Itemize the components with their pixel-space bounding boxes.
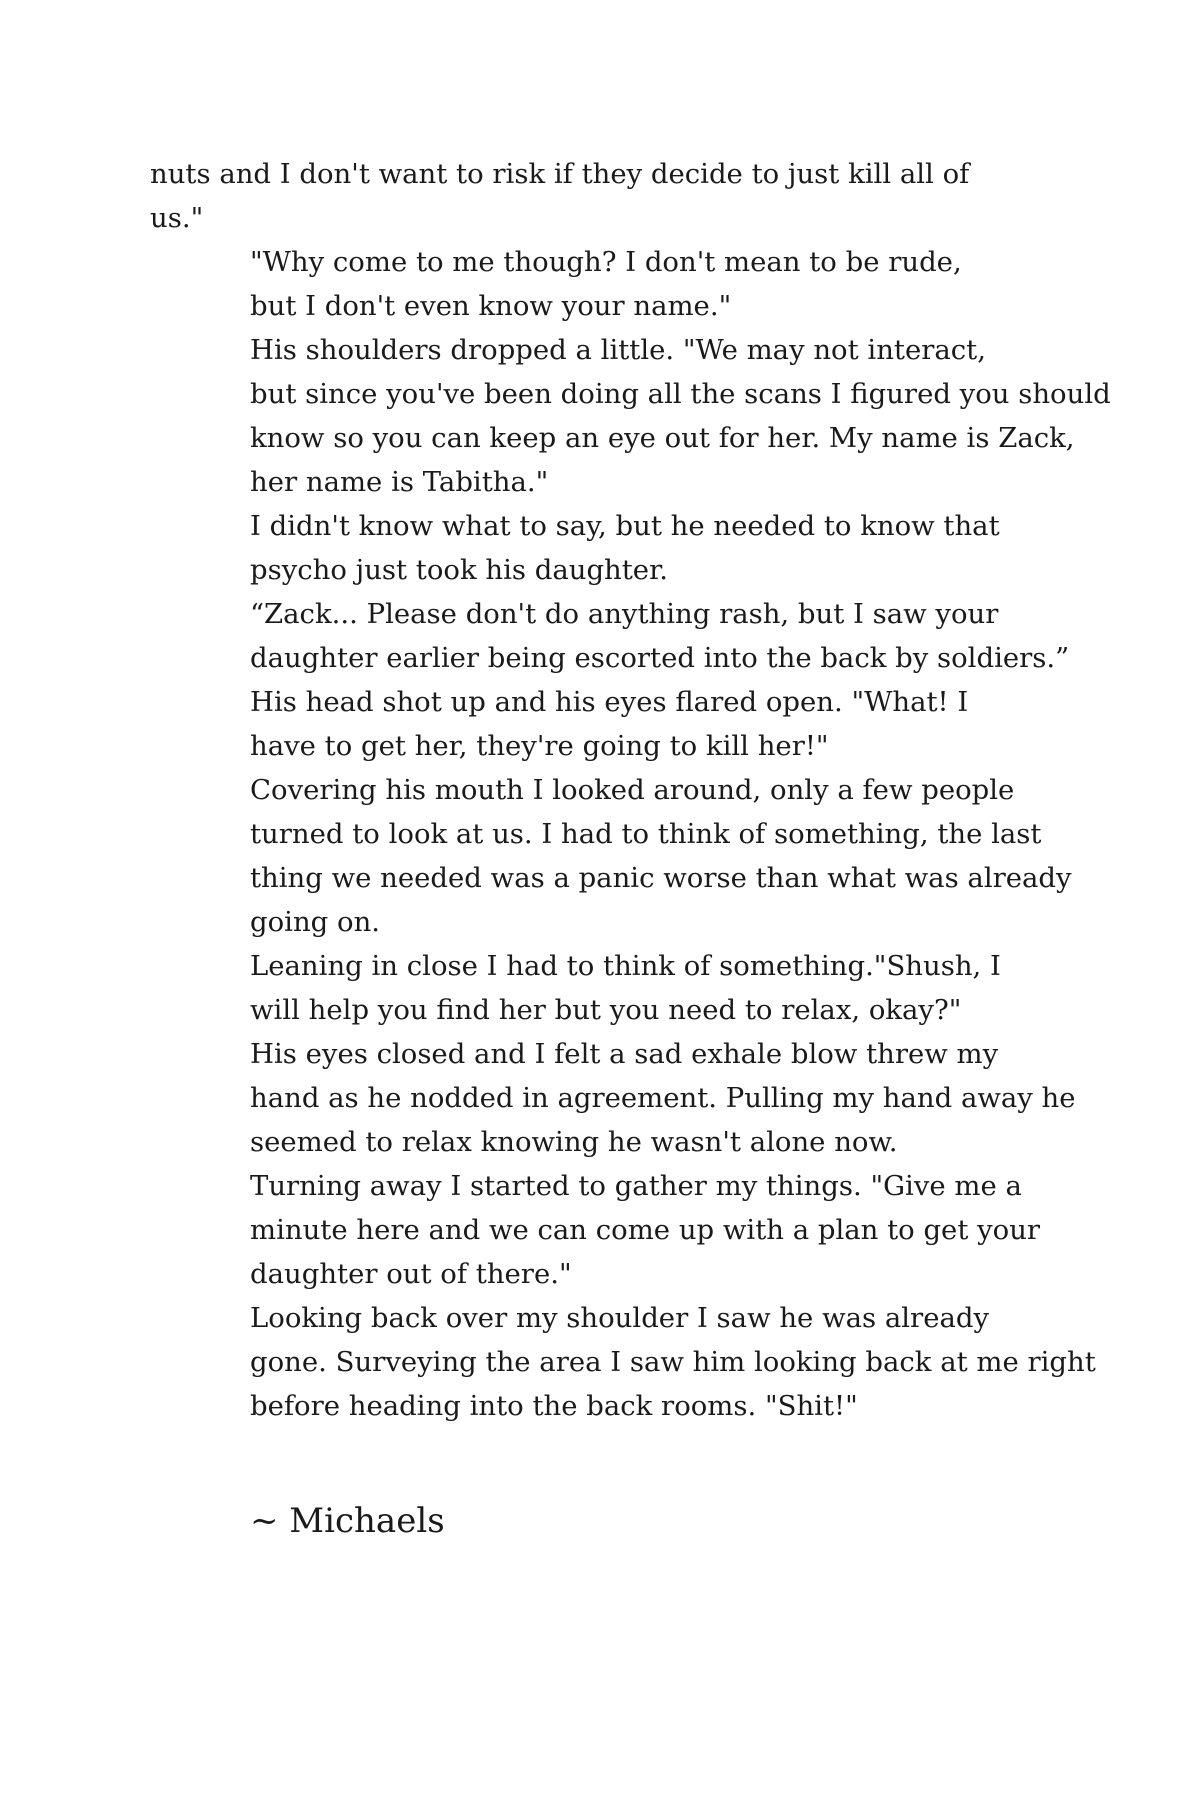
text-line: know so you can keep an eye out for her. My name is Zack, — [250, 422, 1075, 454]
text-line: His shoulders dropped a little. "We may not interact, — [250, 334, 986, 366]
paragraph — [150, 240, 1050, 328]
text-line: going on. — [250, 906, 381, 938]
text-line: her name is Tabitha." — [250, 466, 549, 498]
paragraph — [150, 592, 1070, 680]
text-line: "Why come to me though? I don't mean to be rude, — [250, 246, 962, 278]
paragraph — [150, 944, 1050, 1032]
text-line: turned to look at us. I had to think of something, the last — [250, 818, 1042, 850]
paragraph — [150, 1296, 1096, 1428]
text-line: have to get her, they're going to kill her!" — [250, 730, 829, 762]
text-line: seemed to relax knowing he wasn't alone now. — [250, 1126, 898, 1158]
text-line: minute here and we can come up with a plan to get your — [250, 1214, 1041, 1246]
text-line: us." — [150, 202, 204, 234]
text-line: gone. Surveying the area I saw him looking back at me right — [250, 1346, 1096, 1378]
paragraph — [150, 1032, 1076, 1164]
text-line: will help you find her but you need to relax, okay?" — [250, 994, 962, 1026]
text-line: before heading into the back rooms. "Shit!" — [250, 1390, 858, 1422]
paragraph — [150, 680, 1050, 768]
paragraph — [150, 504, 1050, 592]
text-line: nuts and I don't want to risk if they decide to just kill all of — [150, 158, 970, 190]
paragraph — [150, 152, 1050, 240]
text-line: hand as he nodded in agreement. Pulling my hand away he — [250, 1082, 1076, 1114]
text-line: Covering his mouth I looked around, only a few people — [250, 774, 1015, 806]
text-line: thing we needed was a panic worse than what was already — [250, 862, 1072, 894]
text-line: His eyes closed and I felt a sad exhale blow threw my — [250, 1038, 999, 1070]
text-line: daughter out of there." — [250, 1258, 572, 1290]
text-line: I didn't know what to say, but he needed to know that — [250, 510, 1000, 542]
text-line: daughter earlier being escorted into the back by soldiers.” — [250, 642, 1070, 674]
text-line: psycho just took his daughter. — [250, 554, 668, 586]
body-text — [150, 152, 1111, 1428]
text-line: “Zack... Please don't do anything rash, but I saw your — [250, 598, 999, 630]
paragraph — [150, 1164, 1050, 1296]
paragraph — [150, 768, 1072, 944]
text-line: Leaning in close I had to think of something."Shush, I — [250, 950, 1001, 982]
text-line: but since you've been doing all the scans I figured you should — [250, 378, 1111, 410]
text-line: but I don't even know your name." — [250, 290, 732, 322]
author-signature: ~ Michaels — [250, 1501, 445, 1541]
text-line: His head shot up and his eyes flared open. "What! I — [250, 686, 969, 718]
paragraph — [150, 328, 1111, 504]
text-line: Turning away I started to gather my things. "Give me a — [250, 1170, 1022, 1202]
text-line: Looking back over my shoulder I saw he was already — [250, 1302, 990, 1334]
